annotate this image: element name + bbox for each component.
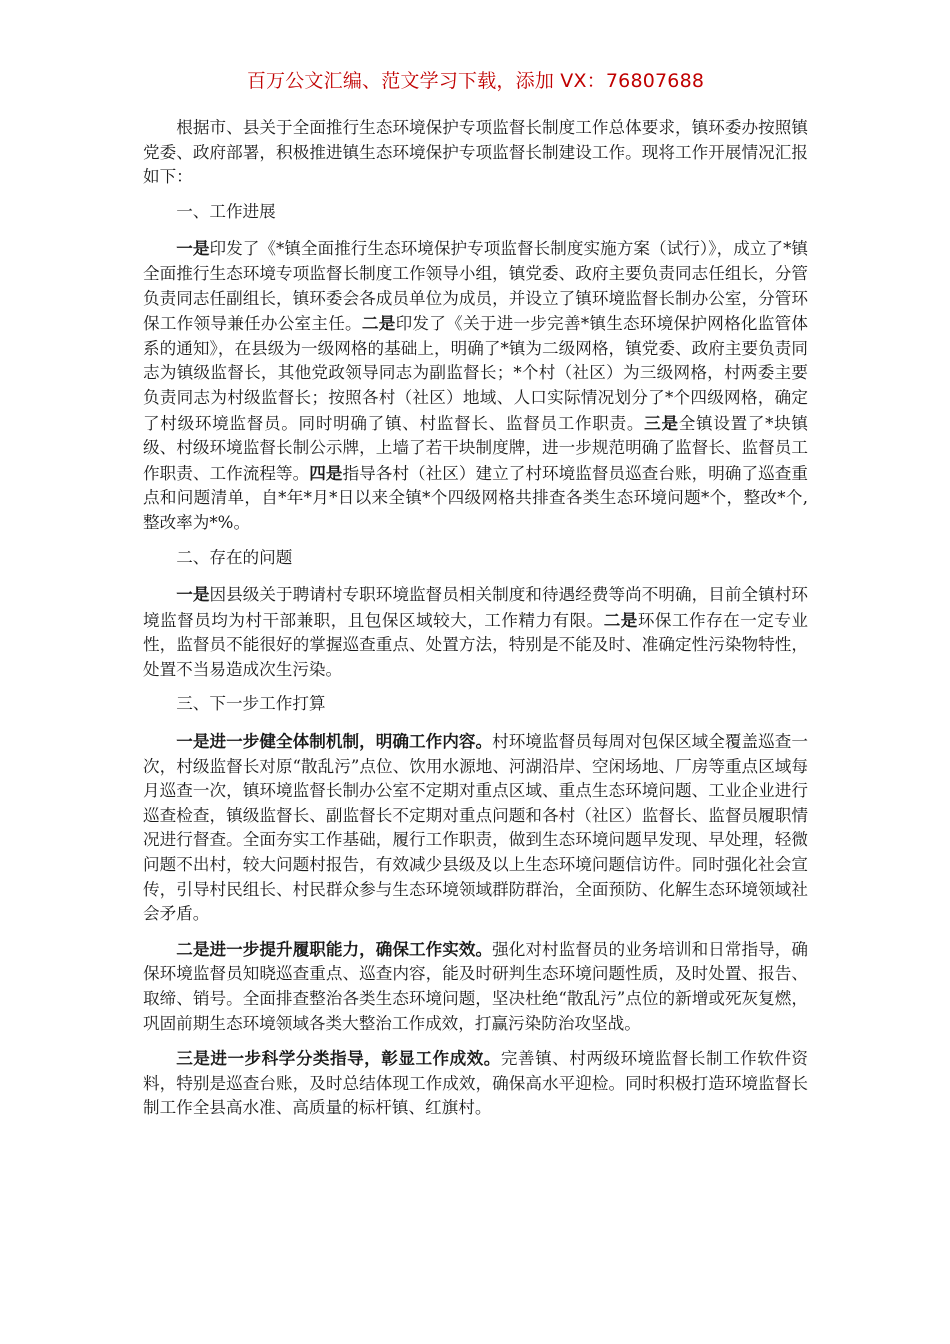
progress-text-2: 印发了《关于进一步完善*镇生态环境保护网格化监管体系的通知》，在县级为一级网格的基础上，明确了*镇为二级网格，镇党委、政府主要负责同志为镇级监督长，其他党政领导同志为副监督长；*个村（社区）为三级网格，村两委主要负责同志为村级监督长；按照各村（社区）地域、人口实际情况划分了*个四级网格，确定了村级环境监督员。同时明确了镇、村监督长、监督员工作职责。 xyxy=(143,314,809,433)
header-banner: 百万公文汇编、范文学习下载，添加 VX：76807688 xyxy=(246,70,705,92)
progress-text-1: 印发了《*镇全面推行生态环境保护专项监督长制度实施方案（试行）》，成立了*镇全面推行生态环境专项监督长制度工作领导小组，镇党委、政府主要负责同志任组长，分管负责同志任副组长，镇环委会各成员单位为成员，并设立了镇环境监督长制办公室，分管环保工作领导兼任办公室主任。 xyxy=(143,239,809,334)
problem-text-2: 环保工作存在一定专业性，监督员不能很好的掌握巡查重点、处置方法，特别是不能及时、准确定性污染物特性，处置不当易造成次生污染。 xyxy=(143,610,809,679)
lead-second: 二是 xyxy=(361,313,396,334)
problem-lead-first: 一是 xyxy=(176,584,210,605)
next-step-text-1: 村环境监督员每周对包保区域全覆盖巡查一次，村级监督长对原“散乱污”点位、饮用水源地、河湖沿岸、空闲场地、厂房等重点区域每月巡查一次，镇环境监督长制办公室不定期对重点区域、重点生态环境问题、工业企业进行巡查检查，镇级监督长、副监督长不定期对重点问题和各村（社区）监督长、监督员履职情况进行督查。全面夯实工作基础，履行工作职责，做到生态环境问题早发现、早处理，轻微问题不出村，较大问题村报告，有效减少县级及以上生态环境问题信访件。同时强化社会宣传，引导村民组长、村民群众参与生态环境领域群防群治，全面预防、化解生态环境领域社会矛盾。 xyxy=(143,732,809,924)
problems-paragraph xyxy=(143,582,808,682)
next-step-lead-3: 三是进一步科学分类指导，彰显工作成效。 xyxy=(176,1048,501,1069)
section-heading-next-steps: 三、下一步工作打算 xyxy=(176,694,326,714)
lead-fourth: 四是 xyxy=(309,462,343,483)
progress-text-3: 全镇设置了*块镇级、村级环境监督长制公示牌，上墙了若干块制度牌，进一步规范明确了监督长、监督员工作职责、工作流程等。 xyxy=(143,413,809,483)
next-step-text-2: 强化对村监督员的业务培训和日常指导，确保环境监督员知晓巡查重点、巡查内容，能及时研判生态环境问题性质，及时处置、报告、取缔、销号。全面排查整治各类生态环境问题，坚决杜绝“散乱污”点位的新增或死灰复燃，巩固前期生态环境领域各类大整治工作成效，打赢污染防治攻坚战。 xyxy=(143,939,809,1033)
problem-text-1: 因县级关于聘请村专职环境监督员相关制度和待遇经费等尚不明确，目前全镇村环境监督员均为村干部兼职，且包保区域较大，工作精力有限。 xyxy=(143,585,809,630)
progress-paragraph xyxy=(143,236,808,535)
next-step-paragraph-1 xyxy=(143,729,808,927)
document-page xyxy=(143,60,808,1131)
lead-first: 一是 xyxy=(176,238,210,259)
section-heading-problems: 二、存在的问题 xyxy=(176,547,293,567)
next-step-text-3: 完善镇、村两级环境监督长制工作软件资料，特别是巡查台账，及时总结体现工作成效，确保高水平迎检。同时积极打造环境监督长制工作全县高水准、高质量的标杆镇、红旗村。 xyxy=(143,1049,809,1118)
lead-third: 三是 xyxy=(644,412,679,433)
progress-text-4: 指导各村（社区）建立了村环境监督员巡查台账，明确了巡查重点和问题清单，自*年*月*日以来全镇*个四级网格共排查各类生态环境问题*个，整改*个,整改率为*%。 xyxy=(143,463,809,532)
intro-paragraph: 根据市、县关于全面推行生态环境保护专项监督长制度工作总体要求，镇环委办按照镇党委、政府部署，积极推进镇生态环境保护专项监督长制建设工作。现将工作开展情况汇报如下： xyxy=(143,118,808,187)
problem-lead-second: 二是 xyxy=(603,609,638,630)
next-step-paragraph-3 xyxy=(143,1046,808,1121)
next-step-lead-1: 一是进一步健全体制机制，明确工作内容。 xyxy=(176,731,493,752)
next-step-lead-2: 二是进一步提升履职能力，确保工作实效。 xyxy=(176,938,493,959)
next-step-paragraph-2 xyxy=(143,937,808,1036)
section-heading-progress: 一、工作进展 xyxy=(176,201,276,221)
